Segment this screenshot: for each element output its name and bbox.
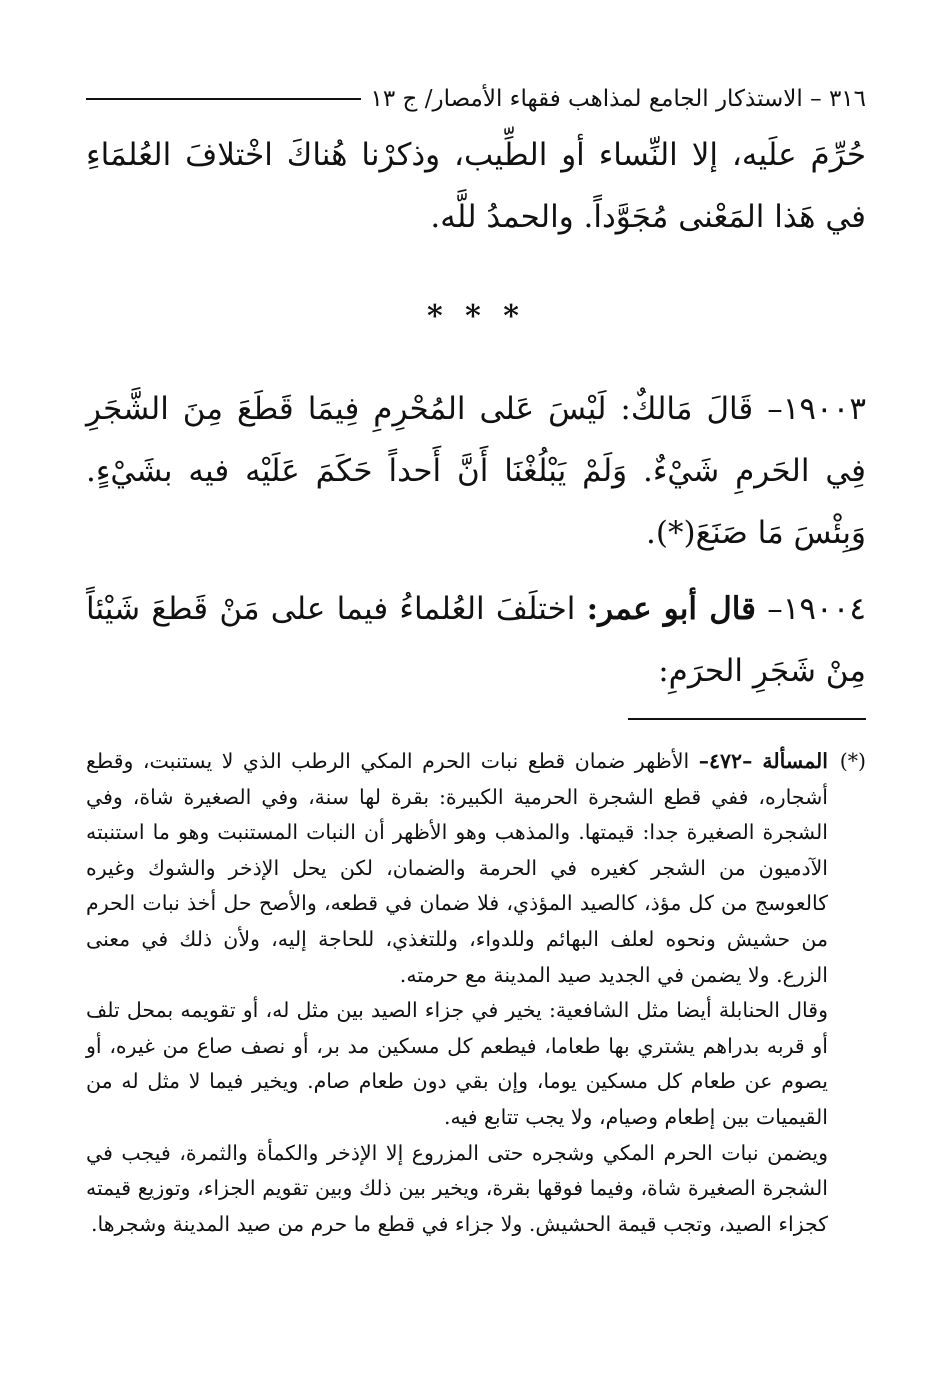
main-text bbox=[86, 124, 866, 702]
footnote-lead: المسألة –٤٧٢– bbox=[698, 749, 828, 773]
footnote-marker: (*) bbox=[839, 749, 866, 773]
footnote-rule bbox=[628, 718, 866, 720]
paragraph-19004 bbox=[86, 578, 866, 702]
section-separator: * * * bbox=[427, 299, 525, 334]
running-title: ٣١٦ – الاستذكار الجامع لمذاهب فقهاء الأمصار/ ج ١٣ bbox=[370, 86, 866, 112]
footnote bbox=[86, 744, 866, 1242]
paragraph-number: ١٩٠٠٣– bbox=[767, 391, 866, 427]
speaker-lead: قال أبو عمر: bbox=[586, 591, 756, 627]
paragraph-number: ١٩٠٠٤– bbox=[767, 591, 867, 627]
paragraph-text: اختلَفَ العُلماءُ فيما على مَنْ قَطعَ شَيْئاً مِنْ شَجَرِ الحرَمِ: bbox=[86, 591, 866, 689]
header-rule bbox=[86, 98, 361, 100]
footnote-paragraph-2: وقال الحنابلة أيضا مثل الشافعية: يخير في جزاء الصيد بين مثل له، أو تقويمه بمحل تلف أو قربه بدراهم يشتري بها طعاما، فيطعم كل مسكين مد بر، أو نصف صاع من غيره، أو يصوم عن طعام كل مسكين يوما، وإن بقي دون طعام صام. ويخير فيما لا مثل له من القيميات بين إطعام وصيام، ولا يجب تتابع فيه. bbox=[86, 998, 828, 1129]
continuation-paragraph: حُرِّمَ علَيه، إلا النِّساء أو الطِّيب، وذكرْنا هُناكَ اخْتلافَ العُلمَاءِ في هَذا المَعْنى مُجَوَّداً. والحمدُ للَّه. bbox=[86, 137, 866, 235]
footnote-text: الأظهر ضمان قطع نبات الحرم المكي الرطب الذي لا يستنبت، وقطع أشجاره، ففي قطع الشجرة الحرمية الكبيرة: بقرة لها سنة، وفي الصغيرة شاة، وفي الشجرة الصغيرة جدا: قيمتها. والمذهب وهو الأظهر أن النبات المستنبت وهو ما استنبته الآدميون من الشجر كغيره في الحرمة والضمان، لكن يحل الإذخر والشوك وغيره كالعوسج من كل مؤذ، كالصيد المؤذي، فلا ضمان في قطعه، والأصح حل أخذ نبات الحرم من حشيش ونحوه لعلف البهائم وللدواء، وللتغذي، للحاجة إليه، ولأن ذلك في معنى الزرع. ولا يضمن في الجديد صيد المدينة مع حرمته. bbox=[86, 749, 828, 987]
footnote-paragraph-1 bbox=[86, 744, 866, 993]
footnote-paragraph-3: ويضمن نبات الحرم المكي وشجره حتى المزروع إلا الإذخر والكمأة والثمرة، فيجب في الشجرة الصغيرة شاة، وفيما فوقها بقرة، ويخير بين ذلك وبين تقويم الجزاء، وتوزيع قيمته كجزاء الصيد، وتجب قيمة الحشيش. ولا جزاء في قطع ما حرم من صيد المدينة وشجرها. bbox=[86, 1140, 828, 1236]
paragraph-19003 bbox=[86, 378, 866, 564]
running-header bbox=[86, 82, 866, 116]
paragraph-text: قَالَ مَالكٌ: لَيْسَ عَلى المُحْرِمِ فِيمَا قَطَعَ مِنَ الشَّجَرِ فِي الحَرمِ شَيْءٌ. وَلَمْ يَبْلُغْنَا أَنَّ أَحداً حَكَمَ عَلَيْه فيه بشَيْءٍ. وَبِئْسَ مَا صَنَعَ(*). bbox=[86, 391, 866, 551]
